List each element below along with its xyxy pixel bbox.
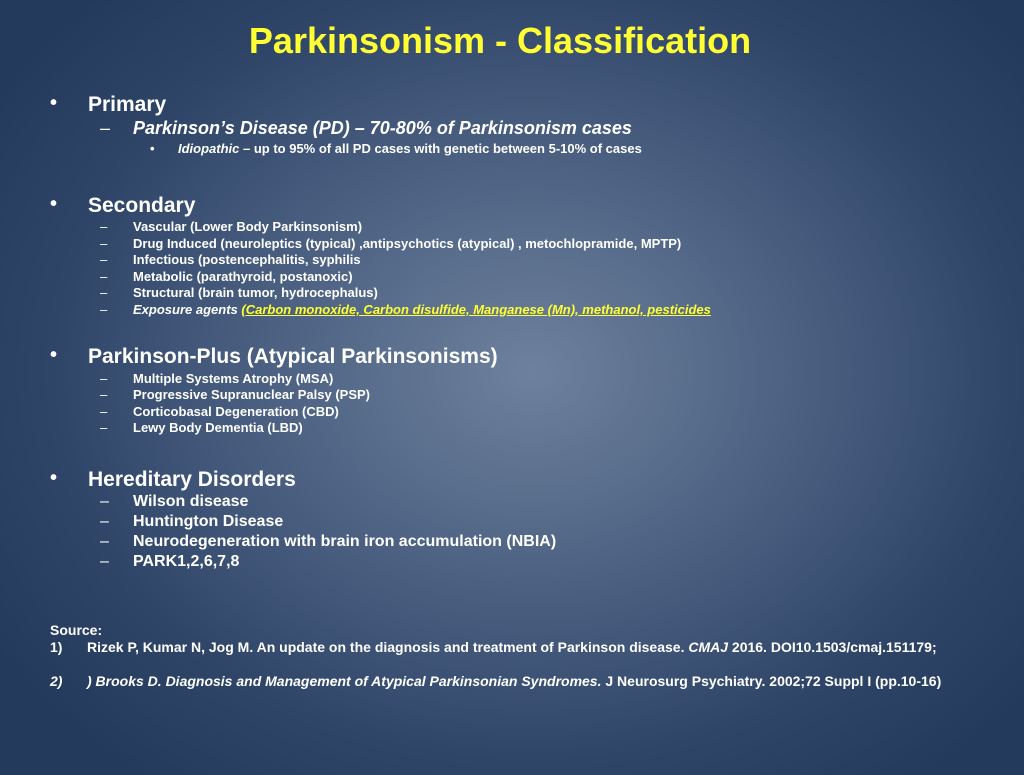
dash-icon: – <box>100 420 108 435</box>
list-item-text: Metabolic (parathyroid, postanoxic) <box>133 269 353 284</box>
source-label: Source: <box>50 622 103 638</box>
list-item-text: Wilson disease <box>133 493 249 510</box>
list-item-text: Structural (brain tumor, hydrocephalus) <box>133 285 378 300</box>
bullet-icon: • <box>50 92 58 114</box>
section-heading: Parkinson-Plus (Atypical Parkinsonisms) <box>88 345 498 368</box>
bullet-icon: • <box>150 141 155 156</box>
list-item-text: Drug Induced (neuroleptics (typical) ,antipsychotics (atypical) , metochlopramide, MPTP) <box>133 236 682 251</box>
list-item-text: Multiple Systems Atrophy (MSA) <box>133 371 334 386</box>
reference-number: 1) <box>50 639 63 655</box>
dash-icon: – <box>100 493 109 510</box>
list-item-text: Neurodegeneration with brain iron accumulation (NBIA) <box>133 533 557 550</box>
list-item-text <box>133 302 711 317</box>
reference-number: 2) <box>50 673 63 689</box>
dash-icon: – <box>100 269 108 284</box>
bullet-icon: • <box>50 193 58 215</box>
reference-journal-details: J Neurosurg Psychiatry. 2002;72 Suppl I (pp.10-16) <box>601 673 942 689</box>
dash-icon: – <box>100 513 109 530</box>
reference-authors-title: Rizek P, Kumar N, Jog M. An update on the diagnosis and treatment of Parkinson disease. <box>87 639 689 655</box>
list-item-text: PARK1,2,6,7,8 <box>133 553 240 570</box>
list-item-text: Progressive Supranuclear Palsy (PSP) <box>133 387 370 402</box>
reference-authors-title: ) Brooks D. Diagnosis and Management of Atypical Parkinsonian Syndromes. <box>87 673 602 689</box>
dash-icon: – <box>100 533 109 550</box>
reference-journal: CMAJ <box>688 639 729 655</box>
slide-title: Parkinsonism - Classification <box>248 20 752 61</box>
list-item-text: Parkinson’s Disease (PD) – 70-80% of Parkinsonism cases <box>133 118 632 138</box>
list-item-text: Huntington Disease <box>133 513 284 530</box>
list-item-text: Vascular (Lower Body Parkinsonism) <box>133 219 363 234</box>
idiopathic-term: Idiopathic <box>178 141 240 156</box>
dash-icon: – <box>100 553 109 570</box>
exposure-agents-highlight: (Carbon monoxide, Carbon disulfide, Manganese (Mn), methanol, pesticides <box>241 302 711 317</box>
reference-text <box>87 673 1007 690</box>
reference-year-doi: 2016. DOI10.1503/cmaj.151179; <box>728 639 937 655</box>
list-item-text: Lewy Body Dementia (LBD) <box>133 420 303 435</box>
reference-text <box>87 639 1007 656</box>
list-item-text: Infectious (postencephalitis, syphilis <box>133 252 361 267</box>
dash-icon: – <box>100 302 108 317</box>
section-heading: Hereditary Disorders <box>88 468 296 491</box>
list-item-text: Corticobasal Degeneration (CBD) <box>133 404 339 419</box>
dash-icon: – <box>100 236 108 251</box>
dash-icon: – <box>100 219 108 234</box>
idiopathic-detail: – up to 95% of all PD cases with genetic between 5-10% of cases <box>239 141 642 156</box>
dash-icon: – <box>100 252 108 267</box>
section-heading: Secondary <box>88 194 196 217</box>
dash-icon: – <box>100 285 108 300</box>
dash-icon: – <box>100 371 108 386</box>
dash-icon: – <box>100 118 111 138</box>
dash-icon: – <box>100 387 108 402</box>
list-item-text <box>178 141 642 156</box>
bullet-icon: • <box>50 344 58 366</box>
section-heading: Primary <box>88 93 167 116</box>
dash-icon: – <box>100 404 108 419</box>
bullet-icon: • <box>50 467 58 489</box>
exposure-label: Exposure agents <box>133 302 242 317</box>
